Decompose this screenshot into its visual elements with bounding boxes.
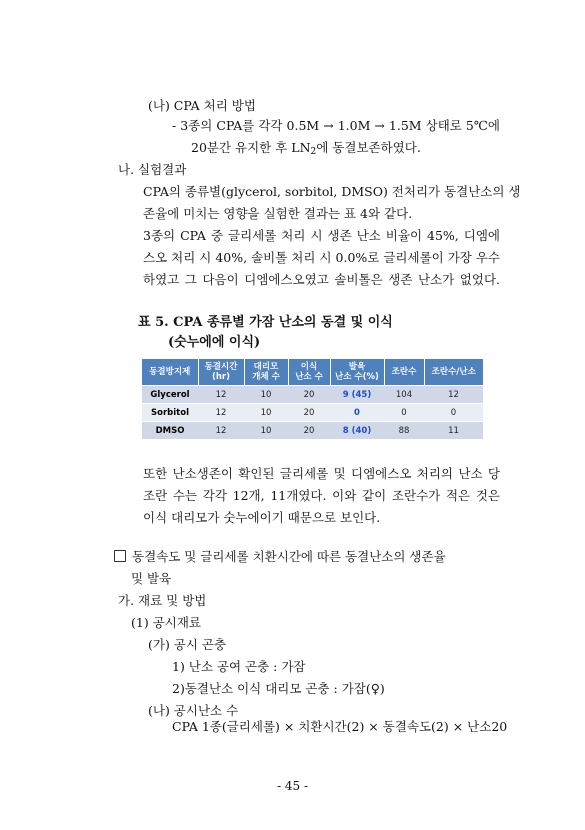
- method-heading: (나) CPA 처리 방법: [148, 98, 256, 113]
- cell-freeze-time: 12: [198, 422, 244, 440]
- cell-eggs: 104: [384, 386, 424, 404]
- col-header-transplanted: 이식 난소 수: [288, 359, 330, 386]
- cell-surrogates: 10: [244, 386, 288, 404]
- results-p1-line2: 존율에 미치는 영향을 실험한 결과는 표 4와 같다.: [143, 206, 413, 221]
- method-bullet-line2-b: 에 동결보존하였다.: [316, 140, 421, 155]
- col-header-freeze-time: 동결시간 (hr): [198, 359, 244, 386]
- table-caption: 표 5. CPA 종류별 가잠 난소의 동결 및 이식: [138, 315, 393, 330]
- formula-line: CPA 1종(글리세롤) × 치환시간(2) × 동결속도(2) × 난소20: [172, 719, 508, 734]
- cell-cpa: Glycerol: [142, 386, 198, 404]
- test-insect-heading: (가) 공시 곤충: [148, 637, 227, 652]
- cell-transplanted: 20: [288, 404, 330, 422]
- results-p2-line3: 하였고 그 다음이 디엠에스오였고 솔비톨은 생존 난소가 없었다.: [143, 272, 500, 287]
- table-header-row: [142, 359, 483, 386]
- discussion-line3: 이식 대리모가 숫누에이기 때문으로 보인다.: [143, 510, 381, 525]
- col-header-cpa: 동결방지제: [142, 359, 198, 386]
- cell-eggs-per-ovary: 0: [424, 404, 483, 422]
- method-bullet-line1: - 3종의 CPA를 각각 0.5M → 1.0M → 1.5M 상태로 5℃에: [172, 118, 500, 133]
- results-p2-line1: 3종의 CPA 중 글리세롤 처리 시 생존 난소 비율이 45%, 디엠에: [143, 228, 500, 243]
- checkbox-square-icon: [114, 550, 126, 562]
- table-row: [142, 422, 483, 440]
- section-title-line1: [114, 549, 446, 565]
- cell-eggs: 88: [384, 422, 424, 440]
- cell-cpa: DMSO: [142, 422, 198, 440]
- page-number: - 45 -: [276, 779, 308, 793]
- col-header-eggs: 조란수: [384, 359, 424, 386]
- cell-eggs-per-ovary: 12: [424, 386, 483, 404]
- cpa-result-table: [142, 359, 483, 439]
- discussion-line2: 조란 수는 각각 12개, 11개였다. 이와 같이 조란수가 적은 것은: [143, 488, 500, 503]
- cell-cpa: Sorbitol: [142, 404, 198, 422]
- table-caption-sub: (숫누에에 이식): [168, 335, 261, 350]
- results-p1-line1: CPA의 종류별(glycerol, sorbitol, DMSO) 전처리가 동결난소의 생: [143, 184, 521, 199]
- test-materials-heading: (1) 공시재료: [131, 615, 201, 630]
- cell-developed: 9 (45): [330, 386, 384, 404]
- discussion-line1: 또한 난소생존이 확인된 글리세롤 및 디엠에스오 처리의 난소 당: [143, 466, 500, 481]
- cell-freeze-time: 12: [198, 404, 244, 422]
- cell-eggs: 0: [384, 404, 424, 422]
- cell-eggs-per-ovary: 11: [424, 422, 483, 440]
- results-heading: 나. 실험결과: [118, 162, 187, 177]
- cell-surrogates: 10: [244, 422, 288, 440]
- materials-heading: 가. 재료 및 방법: [118, 593, 207, 608]
- table-row: [142, 386, 483, 404]
- cell-transplanted: 20: [288, 422, 330, 440]
- cell-developed: 8 (40): [330, 422, 384, 440]
- cell-developed: 0: [330, 404, 384, 422]
- donor-insect-item: 1) 난소 공여 곤충 : 가잠: [172, 659, 306, 674]
- col-header-eggs-per-ovary: 조란수/난소: [424, 359, 483, 386]
- ovary-count-heading: (나) 공시난소 수: [148, 703, 239, 718]
- col-header-developed: 발육 난소 수(%): [330, 359, 384, 386]
- results-p2-line2: 스오 처리 시 40%, 솔비톨 처리 시 0.0%로 글리세롤이 가장 우수: [143, 250, 500, 265]
- method-bullet-line2-a: 20분간 유지한 후 LN: [191, 140, 311, 155]
- method-bullet-line2: [191, 140, 421, 156]
- cell-freeze-time: 12: [198, 386, 244, 404]
- table-row: [142, 404, 483, 422]
- section-title-text: 동결속도 및 글리세롤 치환시간에 따른 동결난소의 생존율: [132, 549, 446, 564]
- col-header-surrogates: 대리모 개체 수: [244, 359, 288, 386]
- surrogate-insect-item: 2)동결난소 이식 대리모 곤충 : 가잠(♀): [172, 681, 385, 696]
- section-title-line2: 및 발육: [131, 571, 172, 586]
- ln2-subscript: 2: [310, 147, 317, 157]
- cell-surrogates: 10: [244, 404, 288, 422]
- cell-transplanted: 20: [288, 386, 330, 404]
